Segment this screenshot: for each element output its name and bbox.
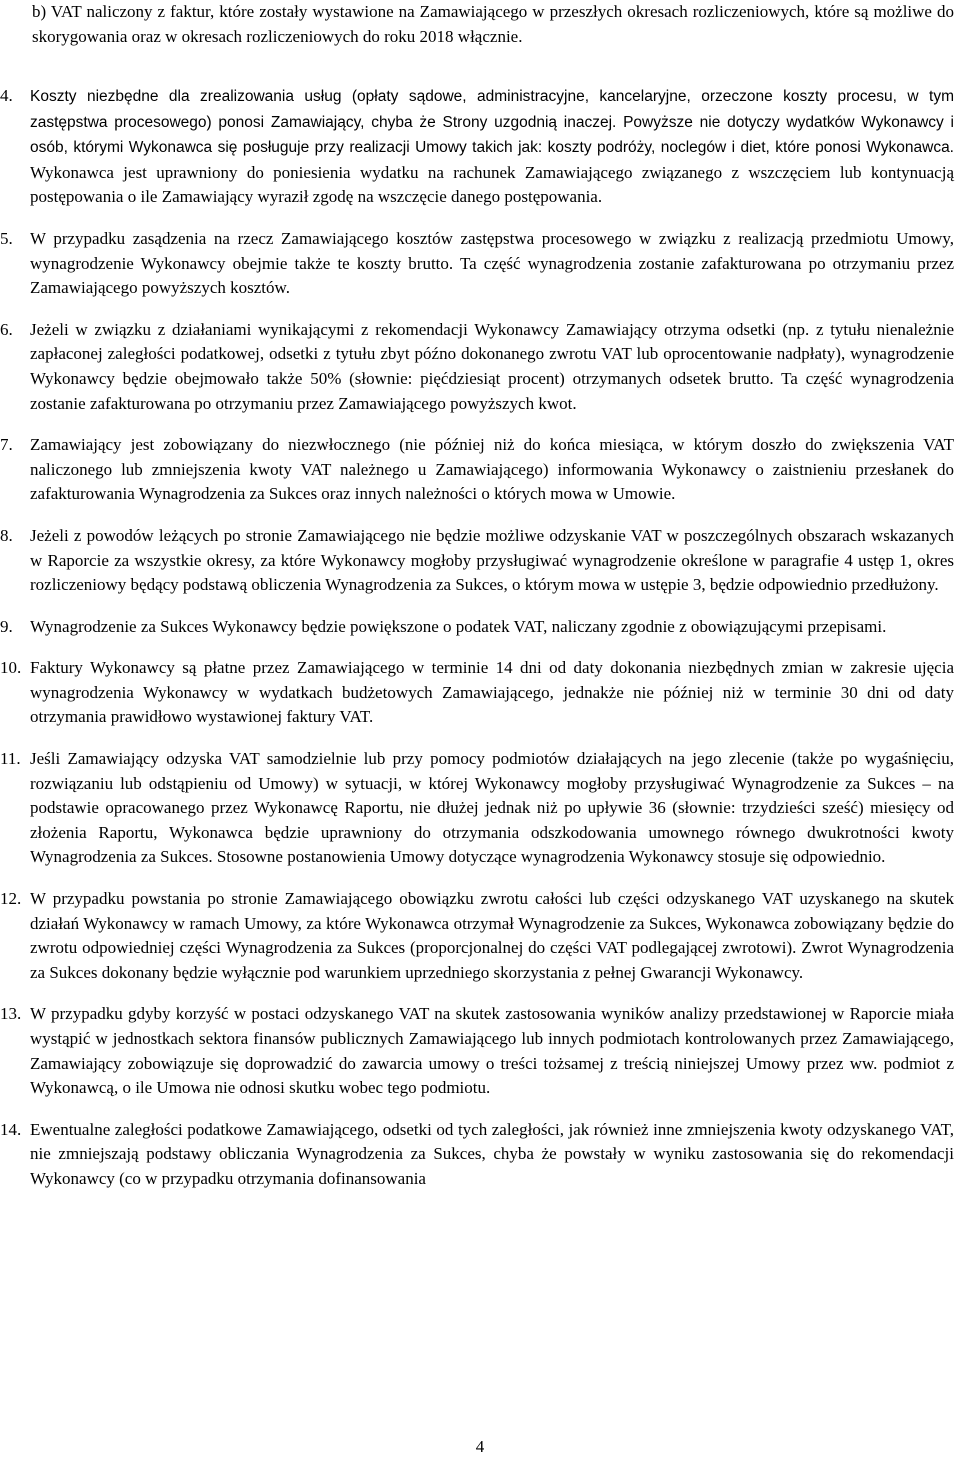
list-item bbox=[0, 747, 954, 870]
page-number: 4 bbox=[475, 1437, 485, 1456]
list-item bbox=[0, 615, 954, 640]
sub-item-text: VAT naliczony z faktur, które zostały wystawione na Zamawiającego w przeszłych okresach rozliczeniowych, które są możliwe do skorygowania oraz w okresach rozliczeniowych do roku 2018 włącznie. bbox=[32, 2, 954, 46]
item-text: Koszty niezbędne dla zrealizowania usług (opłaty sądowe, administracyjne, kancelaryjne, orzeczone koszty procesu, w tym zastępstwa procesowego) ponosi Zamawiający, chyba że Strony uzgodnią inaczej. Powyższe nie dotyczy wydatków Wykonawcy i osób, którymi Wykonawca się posługuje przy realizacji Umowy takich jak: koszty podróży, noclegów i diet, które ponosi Wykonawca. bbox=[30, 88, 954, 157]
list-item bbox=[0, 84, 954, 210]
list-item bbox=[0, 656, 954, 730]
item-number: 9. bbox=[0, 616, 13, 636]
numbered-list bbox=[0, 84, 954, 1209]
item-text: W przypadku gdyby korzyść w postaci odzyskanego VAT na skutek zastosowania wyników analizy przedstawionej w Raporcie miała wystąpić w jednostkach sektora finansów publicznych Zamawiającego lub innych podmiotach kontrolowanych przez Zamawiającego, Zamawiający zobowiązuje się doprowadzić do zawarcia umowy o treści tożsamej z treścią niniejszej Umowy przez ww. podmiot z Wykonawcą, o ile Umowa nie odnosi skutku wobec tego podmiotu. bbox=[30, 1004, 954, 1098]
item-number: 12. bbox=[0, 889, 22, 909]
item-number: 10. bbox=[0, 658, 22, 678]
item-text-continued: Wykonawca jest uprawniony do poniesienia wydatku na rachunek Zamawiającego związanego z wszczęciem lub kontynuacją postępowania o ile Zamawiający wyraził zgodę na wszczęcie danego postępowania. bbox=[30, 162, 954, 207]
item-number: 8. bbox=[0, 525, 13, 545]
list-item bbox=[0, 433, 954, 507]
item-number: 6. bbox=[0, 319, 13, 339]
list-item bbox=[0, 887, 954, 985]
item-text: Faktury Wykonawcy są płatne przez Zamawiającego w terminie 14 dni od daty dokonania niezbędnych zmian w zakresie ujęcia wynagrodzenia Wykonawcy w wydatkach budżetowych Zamawiającego, jednakże nie później niż w terminie 30 dni od daty otrzymania prawidłowo wystawionej faktury VAT. bbox=[30, 658, 954, 727]
item-number: 5. bbox=[0, 228, 13, 248]
item-text: W przypadku powstania po stronie Zamawiającego obowiązku zwrotu całości lub części odzyskanego VAT uzyskanego na skutek działań Wykonawcy w ramach Umowy, za które Wykonawca otrzymał Wynagrodzenie za Sukces, Wykonawca zobowiązany będzie do zwrotu odpowiedniej części Wynagrodzenia za Sukces (proporcjonalnej do części VAT podlegającej zwrotowi). Zwrot Wynagrodzenia za Sukces dokonany będzie wyłącznie pod warunkiem uprzedniego skorzystania z pełnej Gwarancji Wykonawcy. bbox=[30, 889, 954, 982]
sub-item-b bbox=[32, 0, 954, 49]
list-item bbox=[0, 318, 954, 416]
item-number: 13. bbox=[0, 1004, 22, 1024]
list-item bbox=[0, 524, 954, 598]
sub-item-label: b) bbox=[32, 2, 47, 21]
item-text: Ewentualne zaległości podatkowe Zamawiającego, odsetki od tych zaległości, jak również inne zmniejszenia kwoty odzyskanego VAT, nie zmniejszają podstawy obliczania Wynagrodzenia za Sukces, chyba że powstały w wyniku zastosowania się do rekomendacji Wykonawcy (co w przypadku otrzymania dofinansowania bbox=[30, 1119, 954, 1188]
list-item bbox=[0, 1118, 954, 1192]
item-text: Jeżeli w związku z działaniami wynikającymi z rekomendacji Wykonawcy Zamawiający otrzyma odsetki (np. z tytułu nienależnie zapłaconej zaległości podatkowej, odsetki z tytułu zbyt późno dokonanego zwrotu VAT lub oprocentowanie nadpłaty), wynagrodzenie Wykonawcy będzie obejmowało także 50% (słownie: pięćdziesiąt procent) otrzymanych odsetek brutto. Ta część wynagrodzenia zostanie zafakturowana po otrzymaniu przez Zamawiającego powyższych kwot. bbox=[30, 319, 954, 413]
item-number: 11. bbox=[0, 749, 21, 769]
item-number: 14. bbox=[0, 1119, 22, 1139]
item-text: Jeśli Zamawiający odzyska VAT samodzielnie lub przy pomocy podmiotów działających na jego zlecenie (także po wygaśnięciu, rozwiązaniu lub odstąpieniu od Umowy) w sytuacji, w której Wykonawcy mogłoby przysługiwać Wynagrodzenie za Sukces – na podstawie opracowanego przez Wykonawcę Raportu, nie dłużej jednak niż po upływie 36 (słownie: trzydzieści sześć) miesięcy od złożenia Raportu, Wykonawca będzie uprawniony do otrzymania odszkodowania umownego równego dwukrotności kwoty Wynagrodzenia za Sukces. Stosowne postanowienia Umowy dotyczące wynagrodzenia Wykonawcy stosuje się odpowiednio. bbox=[30, 749, 954, 867]
item-number: 4. bbox=[0, 86, 13, 105]
item-text: W przypadku zasądzenia na rzecz Zamawiającego kosztów zastępstwa procesowego w związku z realizacją przedmiotu Umowy, wynagrodzenie Wykonawcy obejmie także te koszty brutto. Ta część wynagrodzenia zostanie zafakturowana po otrzymaniu przez Zamawiającego powyższych kosztów. bbox=[30, 228, 954, 298]
item-text: Wynagrodzenie za Sukces Wykonawcy będzie powiększone o podatek VAT, naliczany zgodnie z obowiązującymi przepisami. bbox=[30, 616, 887, 636]
item-text: Jeżeli z powodów leżących po stronie Zamawiającego nie będzie możliwe odzyskanie VAT w poszczególnych obszarach wskazanych w Raporcie za wszystkie okresy, za które Wykonawcy mogłoby przysługiwać wynagrodzenie określone w paragrafie 4 ustęp 1, okres rozliczeniowy będący podstawą obliczenia Wynagrodzenia za Sukces, o którym mowa w ustępie 3, będzie odpowiednio przedłużony. bbox=[30, 525, 954, 595]
list-item bbox=[0, 227, 954, 301]
list-item bbox=[0, 1002, 954, 1100]
item-number: 7. bbox=[0, 435, 13, 455]
item-text: Zamawiający jest zobowiązany do niezwłocznego (nie później niż do końca miesiąca, w którym doszło do zwiększenia VAT naliczonego lub zmniejszenia kwoty VAT należnego u Zamawiającego) informowania Wykonawcy o zaistnieniu przesłanek do zafakturowania Wynagrodzenia za Sukces oraz innych należności o których mowa w Umowie. bbox=[30, 435, 954, 504]
